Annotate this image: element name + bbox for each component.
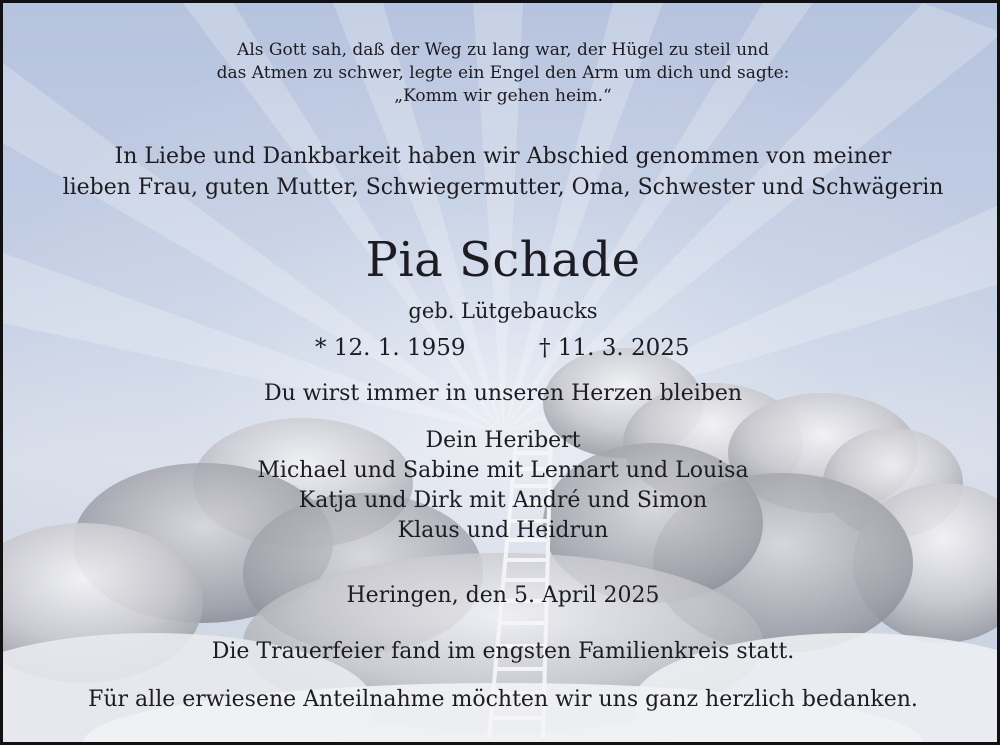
place-date: Heringen, den 5. April 2025 bbox=[346, 583, 660, 608]
deceased-name: Pia Schade bbox=[365, 232, 641, 288]
intro-line-2: lieben Frau, guten Mutter, Schwiegermutter, Oma, Schwester und Schwägerin bbox=[62, 175, 944, 200]
mourner-3: Katja und Dirk mit André und Simon bbox=[298, 488, 708, 513]
life-dates bbox=[3, 335, 1000, 365]
intro-line-1: In Liebe und Dankbarkeit haben wir Abschied genommen von meiner bbox=[114, 144, 892, 169]
death-date: † 11. 3. 2025 bbox=[539, 335, 690, 361]
maiden-name: geb. Lütgebaucks bbox=[408, 299, 598, 323]
mourner-2: Michael und Sabine mit Lennart und Louisa bbox=[257, 458, 749, 483]
birth-date: * 12. 1. 1959 bbox=[315, 335, 466, 361]
mourner-1: Dein Heribert bbox=[425, 428, 581, 453]
poem-line-2: das Atmen zu schwer, legte ein Engel den Arm um dich und sagte: bbox=[216, 63, 790, 83]
remembrance-line: Du wirst immer in unseren Herzen bleiben bbox=[263, 381, 743, 406]
poem-line-3: „Komm wir gehen heim.“ bbox=[394, 86, 612, 106]
mourner-4: Klaus und Heidrun bbox=[397, 518, 609, 543]
notice-text bbox=[3, 3, 1000, 745]
funeral-note: Die Trauerfeier fand im engsten Familienkreis statt. bbox=[211, 639, 795, 664]
thanks-note: Für alle erwiesene Anteilnahme möchten wir uns ganz herzlich bedanken. bbox=[88, 687, 918, 712]
poem-line-1: Als Gott sah, daß der Weg zu lang war, der Hügel zu steil und bbox=[237, 40, 769, 60]
